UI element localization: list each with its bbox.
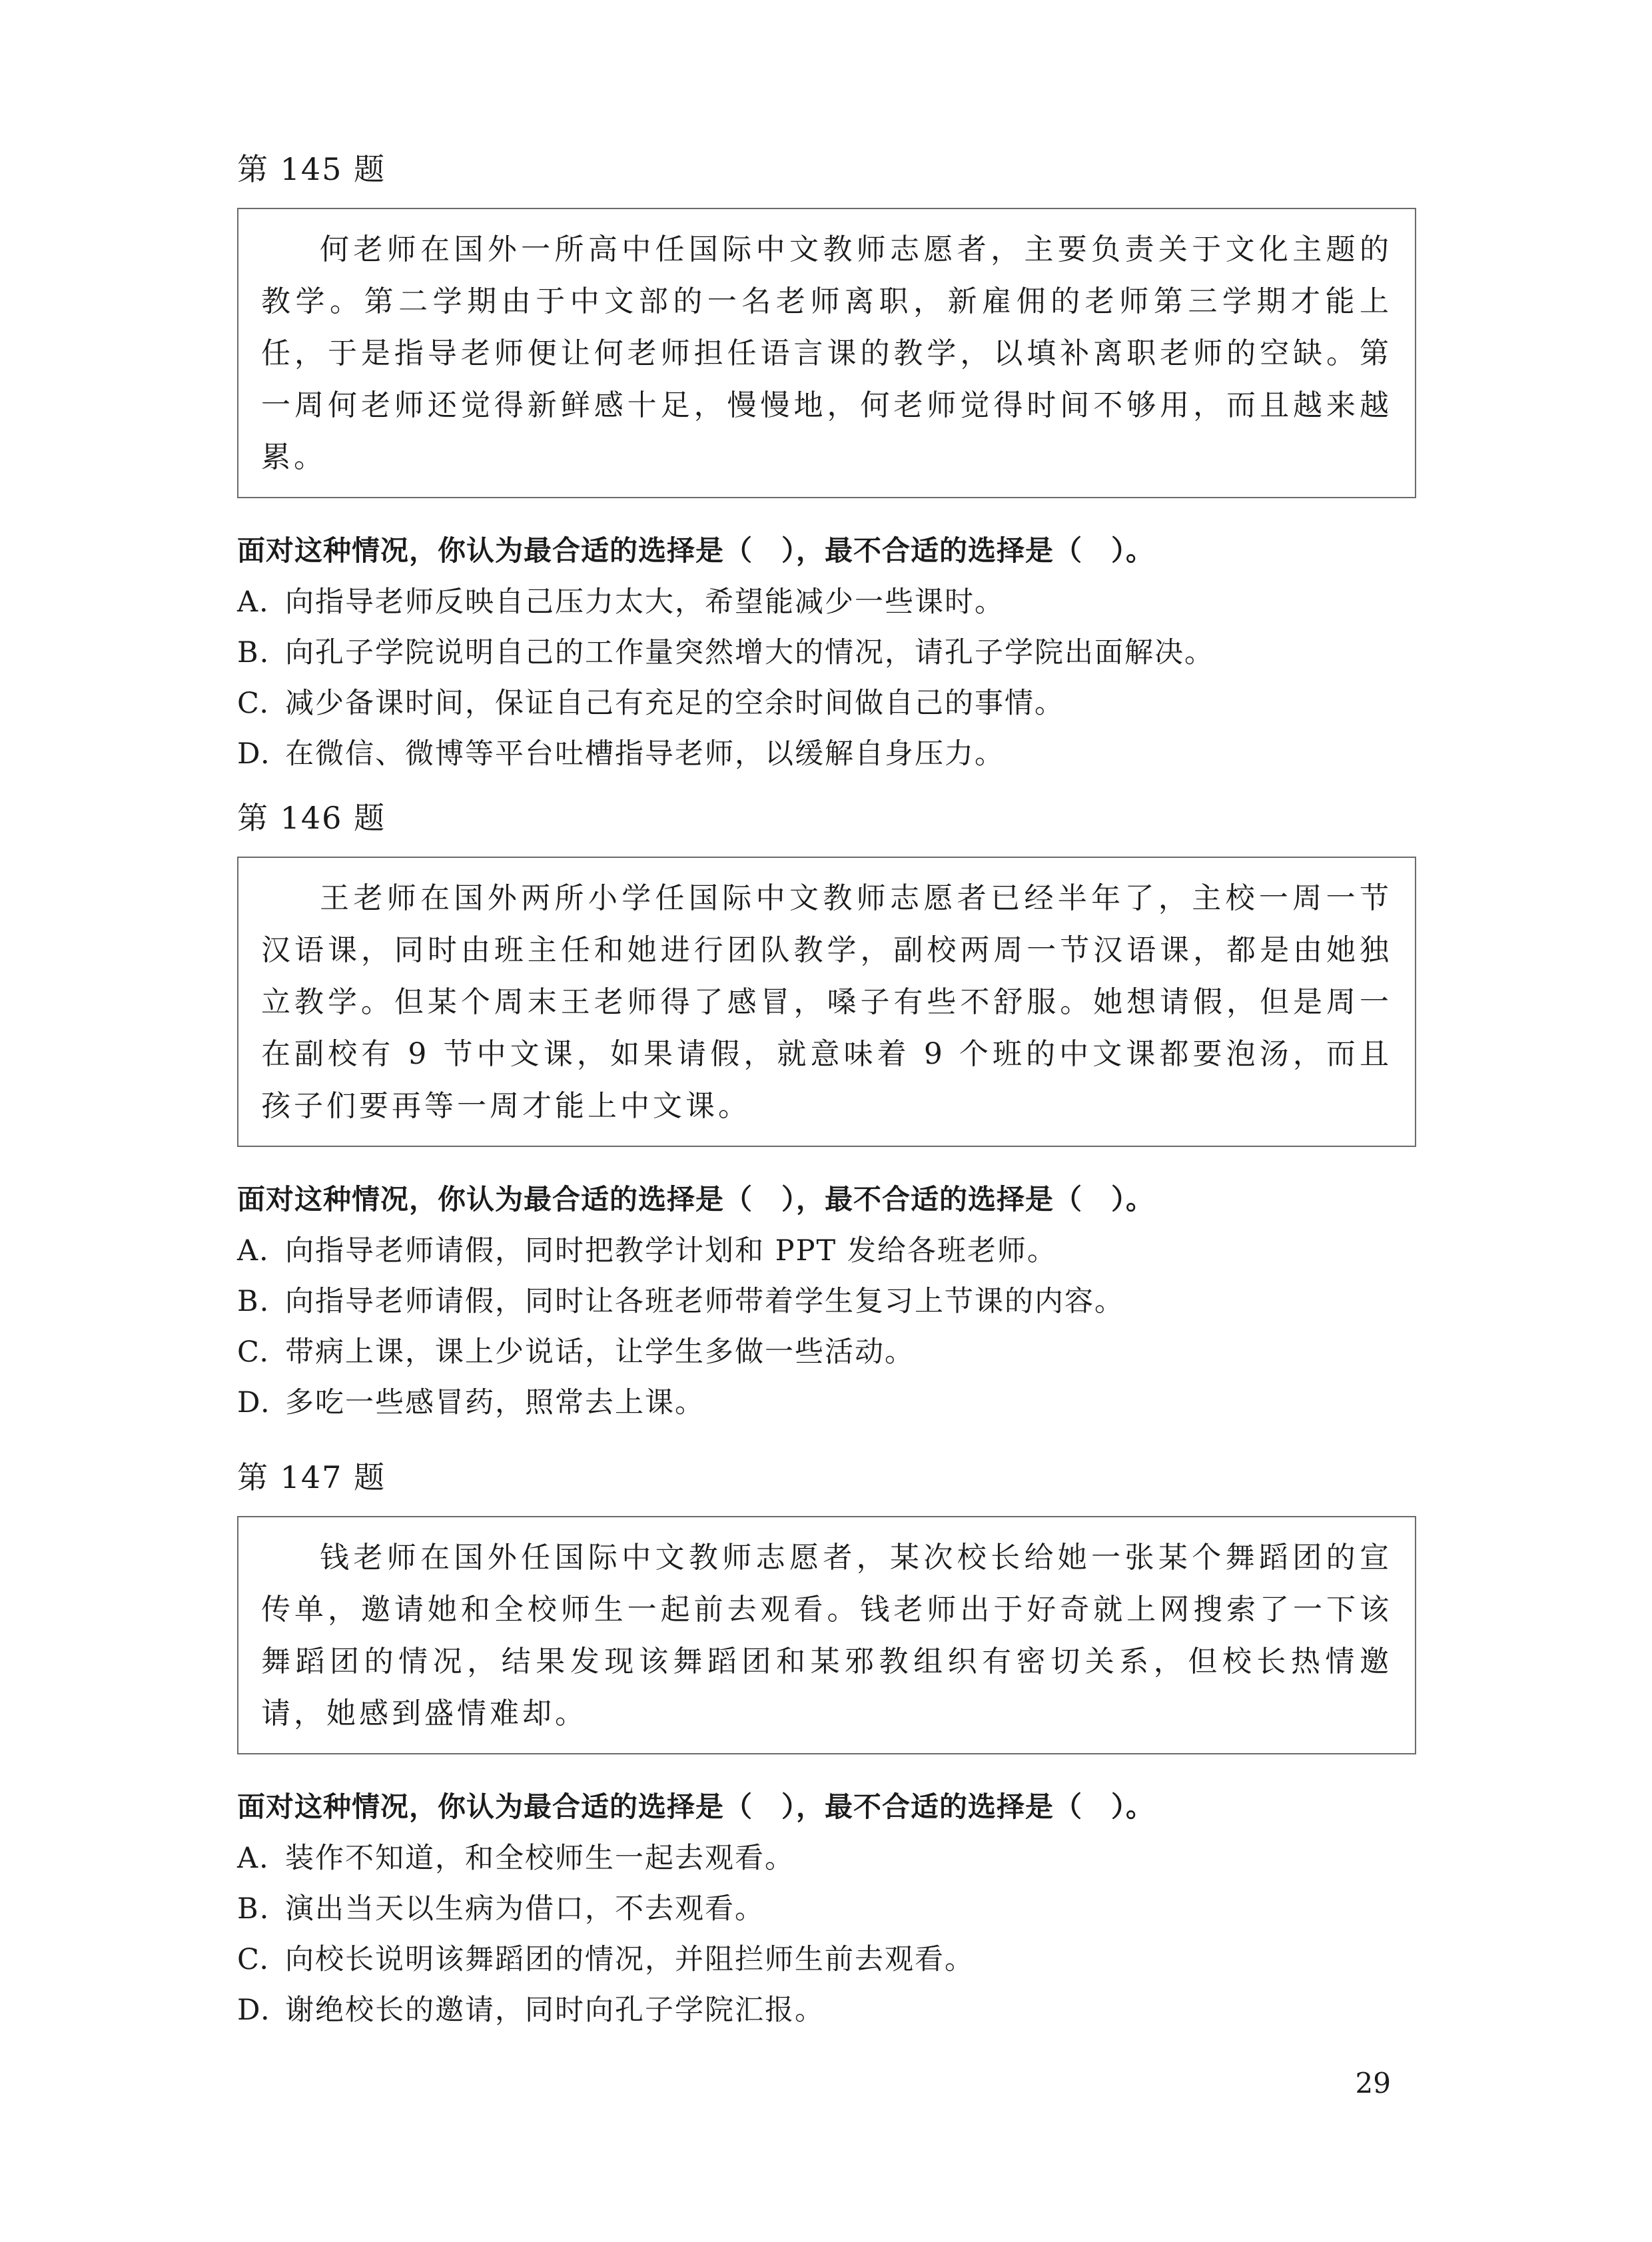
option-letter: B. xyxy=(237,1285,270,1318)
question-prompt: 面对这种情况，你认为最合适的选择是（ ），最不合适的选择是（ ）。 xyxy=(237,534,1155,567)
option-letter: D. xyxy=(237,1386,271,1419)
option-letter: A. xyxy=(237,585,270,619)
option-d xyxy=(237,729,1416,779)
option-b xyxy=(237,1276,1416,1327)
options-list xyxy=(237,1226,1416,1428)
option-letter: A. xyxy=(237,1234,270,1268)
option-letter: B. xyxy=(237,636,270,669)
question-title: 第 146 题 xyxy=(237,800,386,836)
scenario-box: 何老师在国外一所高中任国际中文教师志愿者，主要负责关于文化主题的教学。第二学期由于中文部的一名老师离职，新雇佣的老师第三学期才能上任，于是指导老师便让何老师担任语言课的教学，以填补离职老师的空缺。第一周何老师还觉得新鲜感十足，慢慢地，何老师觉得时间不够用，而且越来越累。 xyxy=(237,208,1416,498)
option-text: 向指导老师反映自己压力太大，希望能减少一些课时。 xyxy=(285,585,1005,619)
option-text: 谢绝校长的邀请，同时向孔子学院汇报。 xyxy=(285,1994,825,2027)
option-letter: C. xyxy=(237,1943,270,1976)
question-145 xyxy=(237,148,1416,779)
option-a xyxy=(237,577,1416,627)
option-letter: C. xyxy=(237,687,270,720)
option-text: 带病上课，课上少说话，让学生多做一些活动。 xyxy=(285,1335,915,1369)
option-letter: B. xyxy=(237,1892,270,1926)
scenario-box: 钱老师在国外任国际中文教师志愿者，某次校长给她一张某个舞蹈团的宣传单，邀请她和全校师生一起前去观看。钱老师出于好奇就上网搜索了一下该舞蹈团的情况，结果发现该舞蹈团和某邪教组织有密切关系，但校长热情邀请，她感到盛情难却。 xyxy=(237,1516,1416,1754)
option-a xyxy=(237,1226,1416,1276)
option-letter: A. xyxy=(237,1842,270,1875)
option-b xyxy=(237,1884,1416,1934)
option-text: 向指导老师请假，同时让各班老师带着学生复习上节课的内容。 xyxy=(285,1285,1124,1318)
option-b xyxy=(237,627,1416,678)
option-text: 向孔子学院说明自己的工作量突然增大的情况，请孔子学院出面解决。 xyxy=(285,636,1214,669)
options-list xyxy=(237,1833,1416,2036)
option-letter: D. xyxy=(237,737,271,771)
option-text: 向校长说明该舞蹈团的情况，并阻拦师生前去观看。 xyxy=(285,1943,975,1976)
option-c xyxy=(237,1327,1416,1377)
question-title: 第 145 题 xyxy=(237,151,386,187)
option-text: 向指导老师请假，同时把教学计划和 PPT 发给各班老师。 xyxy=(285,1234,1057,1268)
question-147 xyxy=(237,1456,1416,2036)
option-text: 减少备课时间，保证自己有充足的空余时间做自己的事情。 xyxy=(285,687,1064,720)
option-c xyxy=(237,678,1416,729)
question-146 xyxy=(237,797,1416,1428)
option-text: 多吃一些感冒药，照常去上课。 xyxy=(285,1386,705,1419)
option-a xyxy=(237,1833,1416,1884)
scenario-box: 王老师在国外两所小学任国际中文教师志愿者已经半年了，主校一周一节汉语课，同时由班主任和她进行团队教学，副校两周一节汉语课，都是由她独立教学。但某个周末王老师得了感冒，嗓子有些不舒服。她想请假，但是周一在副校有 9 节中文课，如果请假，就意味着 9 个班的中文课都要泡汤，而且孩子们要再等一周才能上中文课。 xyxy=(237,857,1416,1147)
question-prompt: 面对这种情况，你认为最合适的选择是（ ），最不合适的选择是（ ）。 xyxy=(237,1183,1155,1216)
question-prompt: 面对这种情况，你认为最合适的选择是（ ），最不合适的选择是（ ）。 xyxy=(237,1790,1155,1823)
option-d xyxy=(237,1377,1416,1428)
question-title: 第 147 题 xyxy=(237,1459,386,1495)
page-number: 29 xyxy=(1355,2067,1391,2099)
option-text: 装作不知道，和全校师生一起去观看。 xyxy=(285,1842,795,1875)
option-letter: D. xyxy=(237,1994,271,2027)
option-letter: C. xyxy=(237,1335,270,1369)
option-d xyxy=(237,1985,1416,2036)
option-text: 在微信、微博等平台吐槽指导老师，以缓解自身压力。 xyxy=(285,737,1005,771)
options-list xyxy=(237,577,1416,779)
option-text: 演出当天以生病为借口，不去观看。 xyxy=(285,1892,765,1926)
option-c xyxy=(237,1934,1416,1985)
